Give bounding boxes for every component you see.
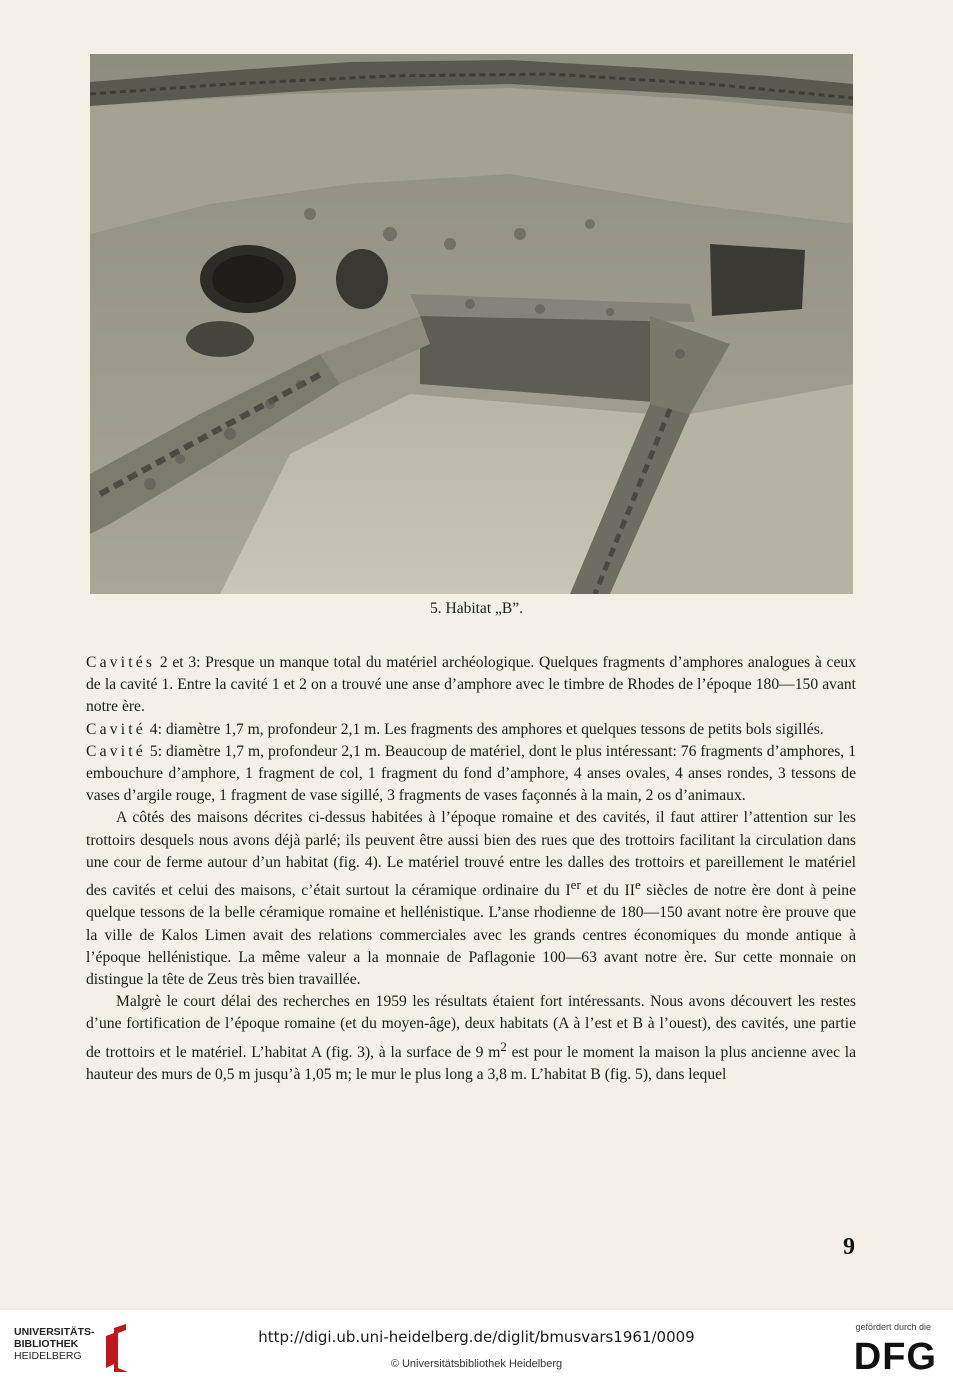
page-number: 9 [843, 1234, 855, 1260]
funding-note: gefördert durch die [855, 1322, 931, 1332]
dfg-logo: DFG [853, 1336, 937, 1378]
library-name-line: HEIDELBERG [14, 1350, 82, 1362]
cavity-paragraph [86, 652, 856, 719]
library-name-line: UNIVERSITÄTS- [14, 1326, 95, 1338]
paragraph-text: est pour le moment la maison la plus ancienne avec la hauteur des murs de 0,5 m jusqu’à 1,05 m; le mur le plus long a 3,8 m. L’habitat B (fig. 5), dans lequel [86, 1043, 856, 1084]
figure-caption: 5. Habitat „B”. [430, 600, 523, 617]
copyright-notice: © Universitätsbibliothek Heidelberg [390, 1358, 563, 1370]
cavity-label: Cavité [86, 742, 146, 760]
paragraph-trottoirs [86, 807, 856, 991]
excavation-photo-drawing [90, 54, 853, 594]
cavity-label: Cavité [86, 720, 146, 738]
superscript: e [634, 877, 641, 893]
library-name-line: BIBLIOTHEK [14, 1338, 79, 1350]
digitization-footer [0, 1310, 953, 1388]
cavity-label: Cavités [86, 654, 156, 671]
superscript: 2 [500, 1038, 507, 1054]
body-text [86, 652, 856, 1086]
page-url-link[interactable]: http://digi.ub.uni-heidelberg.de/diglit/bmusvars1961/0009 [258, 1328, 695, 1346]
superscript: er [570, 877, 581, 893]
cavity-paragraph [86, 719, 856, 741]
excavation-photo [90, 54, 853, 594]
paragraph-text: et du II [580, 882, 635, 900]
paragraph-results [86, 991, 856, 1086]
cavity-text: 4: diamètre 1,7 m, profondeur 2,1 m. Les fragments des amphores et quelques tessons de petits bols sigillés. [145, 720, 824, 738]
paragraph-text: Malgrè le court délai des recherches en 1959 les résultats étaient fort intéressants. Nous avons découvert les restes d’une fortification de l’époque romaine (et du moyen-âge), deux habitats (A à l’est et B à l’ouest), des cavités, une partie de trottoirs et le matériel. L’habitat A (fig. 3), à la surface de 9 m [86, 993, 856, 1061]
cavity-paragraph [86, 741, 856, 808]
paragraph-text: A côtés des maisons décrites ci-dessus habitées à l’époque romaine et des cavités, il faut attirer l’attention sur les trottoirs desquels nous avons déjà parlé; ils peuvent être aussi bien des rues que des trottoirs facilitant la circulation dans une cour de ferme autour d’un habitat (fig. 4). Le matériel trouvé entre les dalles des trottoirs et pareillement le matériel des cavités et celui des maisons, c’était surtout la céramique ordinaire du I [86, 809, 856, 900]
paragraph-text: siècles de notre ère dont à peine quelque tessons de la belle céramique romaine et hellénistique. L’anse rhodienne de 180—150 avant notre ère prouve que la ville de Kalos Limen avait des relations commerciales avec les grands centres économiques du monde antique à l’époque hellénistique. La même valeur a la monnaie de Paflagonie 100—63 avant notre ère. Sur cette monnaie on distingue la tête de Zeus très bien travaillée. [86, 882, 857, 989]
cavity-text: 5: diamètre 1,7 m, profondeur 2,1 m. Beaucoup de matériel, dont le plus intéressant: 76 fragments d’amphores, 1 embouchure d’amphore, 1 fragment de col, 1 fragment du fond d’amphore, 4 anses ovales, 4 anses rondes, 3 tessons de vases d’argile rouge, 1 fragment de vase sigillé, 3 fragments de vases façonnés à la main, 2 os d’animaux. [86, 742, 856, 805]
cavity-text: 2 et 3: Presque un manque total du matériel archéologique. Quelques fragments d’amphores analogues à ceux de la cavité 1. Entre la cavité 1 et 2 on a trouvé une anse d’amphore avec le timbre de Rhodes de l’époque 180—150 avant notre ère. [86, 654, 856, 716]
